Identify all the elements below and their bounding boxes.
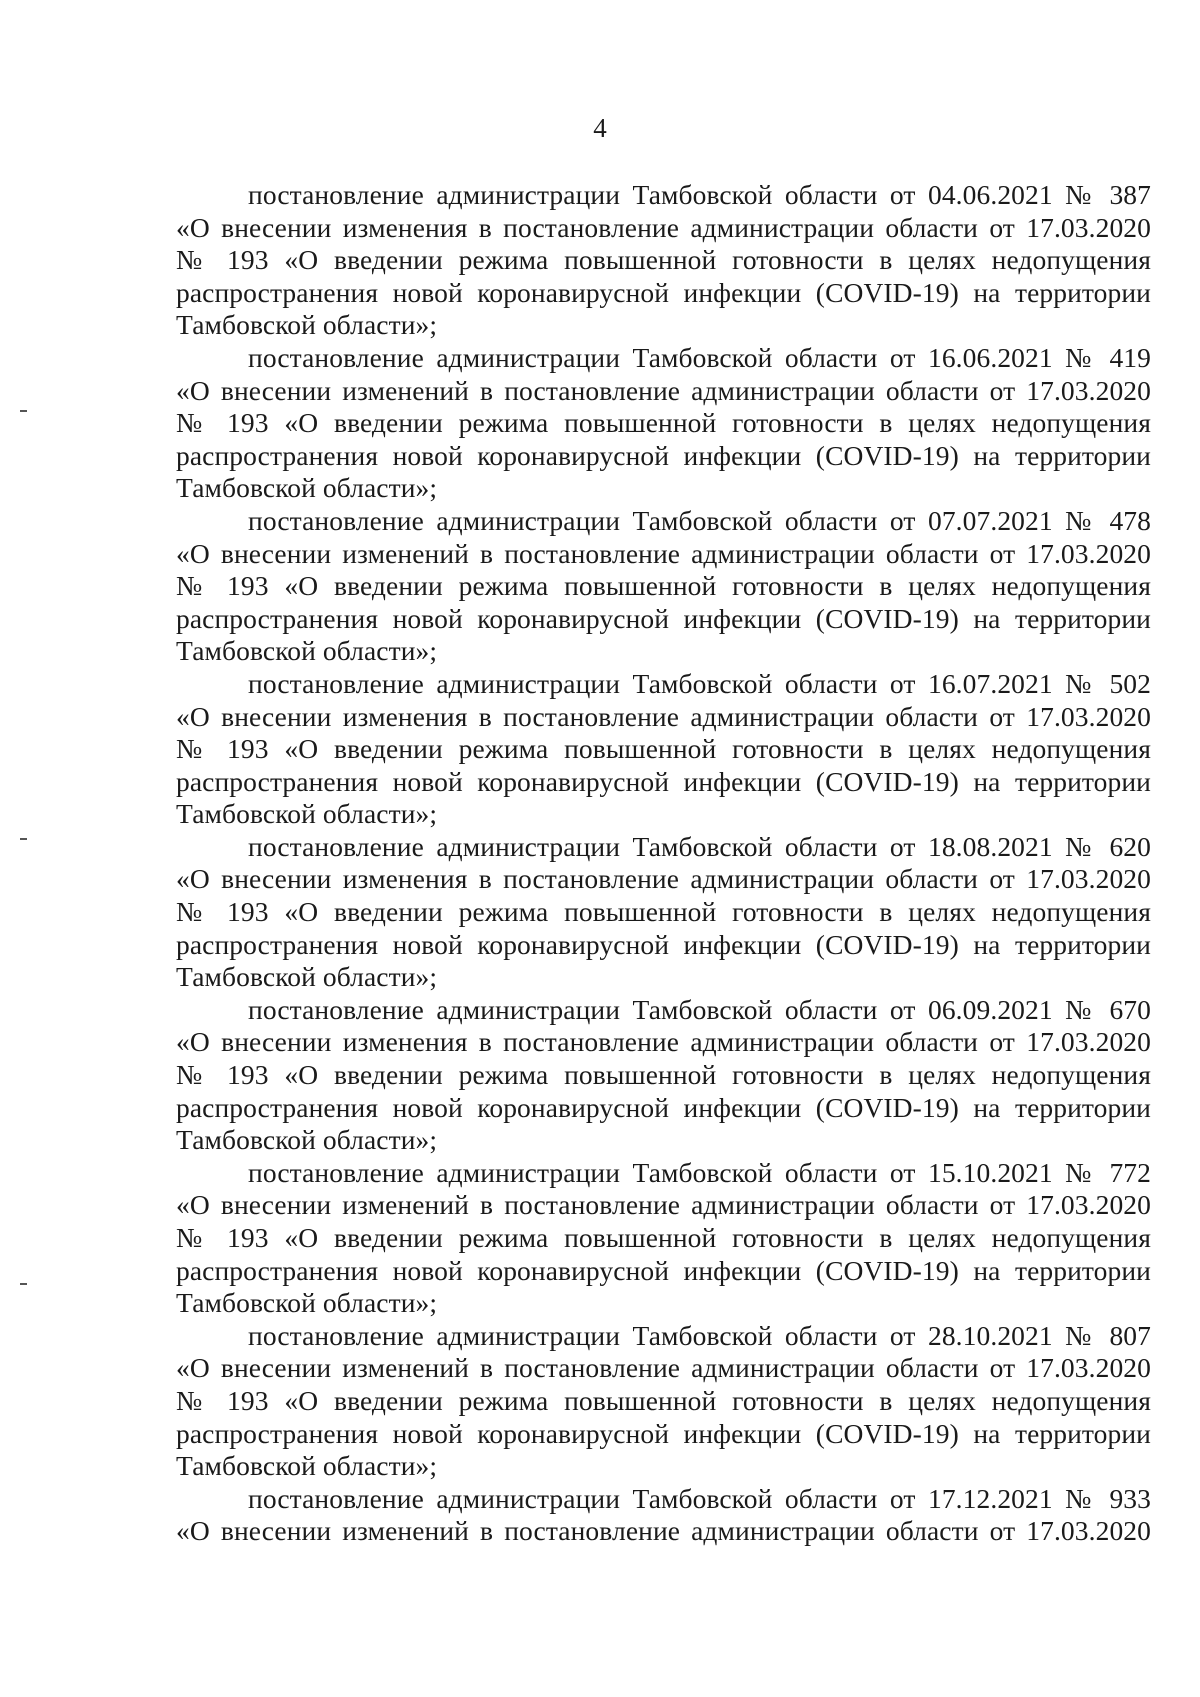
paragraph [176, 179, 1151, 342]
text-line: «О внесении изменений в постановление администрации области от 17.03.2020 [176, 374, 1151, 406]
text-line: № 193 «О введении режима повышенной готовности в целях недопущения [176, 570, 1151, 602]
text-line: постановление администрации Тамбовской области от 16.07.2021 № 502 [248, 667, 1151, 699]
paragraph [176, 1483, 1151, 1548]
text-line: распространения новой коронавирусной инфекции (COVID-19) на территории [176, 765, 1151, 797]
text-line: № 193 «О введении режима повышенной готовности в целях недопущения [176, 733, 1151, 765]
text-line: Тамбовской области»; [176, 635, 438, 667]
paragraph [176, 994, 1151, 1157]
text-line: постановление администрации Тамбовской области от 04.06.2021 № 387 [248, 179, 1151, 210]
text-line: «О внесении изменений в постановление администрации области от 17.03.2020 [176, 1352, 1151, 1384]
text-line: «О внесении изменения в постановление администрации области от 17.03.2020 [176, 863, 1151, 895]
text-line: постановление администрации Тамбовской области от 15.10.2021 № 772 [248, 1156, 1151, 1188]
text-line: № 193 «О введении режима повышенной готовности в целях недопущения [176, 1384, 1151, 1416]
paragraph [176, 668, 1151, 831]
margin-mark [20, 410, 27, 412]
text-line: № 193 «О введении режима повышенной готовности в целях недопущения [176, 407, 1151, 439]
paragraph [176, 342, 1151, 505]
text-line: распространения новой коронавирусной инфекции (COVID-19) на территории [176, 439, 1151, 471]
text-line: «О внесении изменений в постановление администрации области от 17.03.2020 [176, 1515, 1151, 1547]
margin-mark [20, 1283, 27, 1285]
text-line: № 193 «О введении режима повышенной готовности в целях недопущения [176, 244, 1151, 276]
document-body [176, 179, 1151, 1548]
text-line: «О внесении изменений в постановление администрации области от 17.03.2020 [176, 537, 1151, 569]
text-line: Тамбовской области»; [176, 1287, 438, 1319]
paragraph [176, 831, 1151, 994]
paragraph [176, 1157, 1151, 1320]
text-line: «О внесении изменения в постановление администрации области от 17.03.2020 [176, 700, 1151, 732]
text-line: распространения новой коронавирусной инфекции (COVID-19) на территории [176, 602, 1151, 634]
margin-mark [20, 838, 27, 840]
paragraph [176, 1320, 1151, 1483]
text-line: постановление администрации Тамбовской области от 07.07.2021 № 478 [248, 504, 1151, 536]
text-line: постановление администрации Тамбовской области от 17.12.2021 № 933 [248, 1482, 1151, 1514]
text-line: «О внесении изменений в постановление администрации области от 17.03.2020 [176, 1189, 1151, 1221]
paragraph [176, 505, 1151, 668]
text-line: Тамбовской области»; [176, 798, 438, 830]
text-line: постановление администрации Тамбовской области от 18.08.2021 № 620 [248, 830, 1151, 862]
text-line: распространения новой коронавирусной инфекции (COVID-19) на территории [176, 928, 1151, 960]
text-line: «О внесении изменения в постановление администрации области от 17.03.2020 [176, 211, 1151, 243]
text-line: Тамбовской области»; [176, 1124, 438, 1156]
text-line: распространения новой коронавирусной инфекции (COVID-19) на территории [176, 1091, 1151, 1123]
text-line: постановление администрации Тамбовской области от 06.09.2021 № 670 [248, 993, 1151, 1025]
page-number: 4 [593, 113, 607, 143]
text-line: № 193 «О введении режима повышенной готовности в целях недопущения [176, 1059, 1151, 1091]
text-line: № 193 «О введении режима повышенной готовности в целях недопущения [176, 1222, 1151, 1253]
text-line: № 193 «О введении режима повышенной готовности в целях недопущения [176, 896, 1151, 928]
text-line: Тамбовской области»; [176, 961, 438, 993]
text-line: распространения новой коронавирусной инфекции (COVID-19) на территории [176, 1254, 1151, 1286]
text-line: Тамбовской области»; [176, 472, 438, 504]
text-line: Тамбовской области»; [176, 1450, 438, 1482]
text-line: Тамбовской области»; [176, 309, 438, 341]
text-line: распространения новой коронавирусной инфекции (COVID-19) на территории [176, 1417, 1151, 1449]
text-line: постановление администрации Тамбовской области от 28.10.2021 № 807 [248, 1319, 1151, 1351]
text-line: распространения новой коронавирусной инфекции (COVID-19) на территории [176, 276, 1151, 308]
text-line: постановление администрации Тамбовской области от 16.06.2021 № 419 [248, 341, 1151, 373]
text-line: «О внесении изменения в постановление администрации области от 17.03.2020 [176, 1026, 1151, 1058]
